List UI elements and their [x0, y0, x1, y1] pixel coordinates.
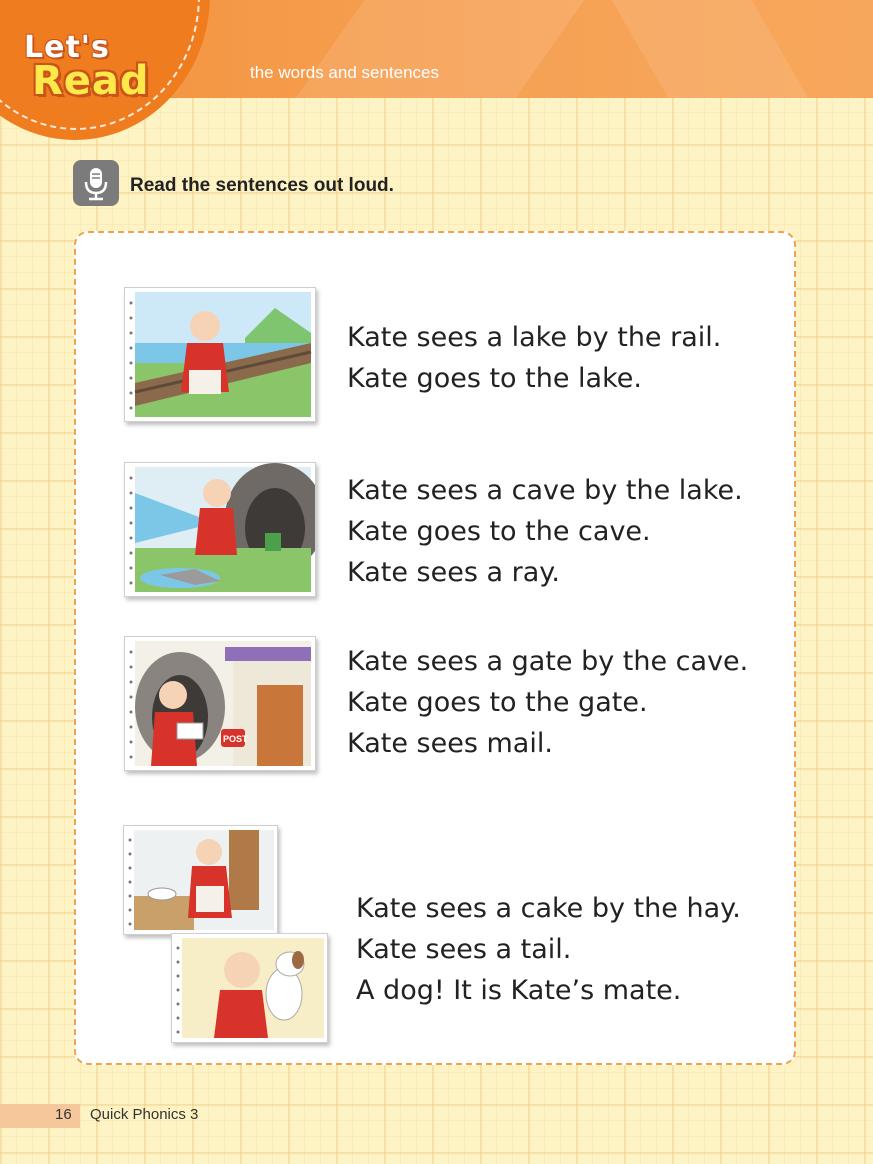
- story-line: Kate sees a lake by the rail.: [347, 322, 722, 353]
- instruction-text: Read the sentences out loud.: [130, 175, 394, 196]
- story-line: A dog! It is Kate’s mate.: [356, 975, 682, 1006]
- badge-read-text: Read: [32, 58, 150, 104]
- story-line: Kate sees a gate by the cave.: [347, 646, 749, 677]
- story-4-illustration-bottom: [171, 933, 328, 1043]
- post-box-label: POST: [223, 734, 248, 744]
- badge-lets-text: Let's: [24, 30, 110, 65]
- book-title: Quick Phonics 3: [90, 1106, 199, 1123]
- story-2-illustration: [124, 462, 316, 597]
- story-3-illustration: [124, 636, 316, 771]
- page-number: 16: [55, 1106, 72, 1123]
- story-4-illustration-top: [123, 825, 278, 935]
- story-line: Kate sees a tail.: [356, 934, 572, 965]
- story-line: Kate goes to the gate.: [347, 687, 648, 718]
- story-line: Kate sees a cave by the lake.: [347, 475, 743, 506]
- story-line: Kate goes to the cave.: [347, 516, 651, 547]
- microphone-icon[interactable]: [73, 160, 119, 206]
- story-1-text: [347, 317, 721, 399]
- header-subtitle: the words and sentences: [250, 63, 440, 82]
- story-2-text: [347, 470, 743, 593]
- story-line: Kate sees a cake by the hay.: [356, 893, 741, 924]
- story-line: Kate goes to the lake.: [347, 363, 642, 394]
- story-3-text: [347, 641, 748, 764]
- story-line: Kate sees a ray.: [347, 557, 560, 588]
- story-1-illustration: [124, 287, 316, 422]
- story-4-text: [356, 888, 741, 1011]
- story-line: Kate sees mail.: [347, 728, 553, 759]
